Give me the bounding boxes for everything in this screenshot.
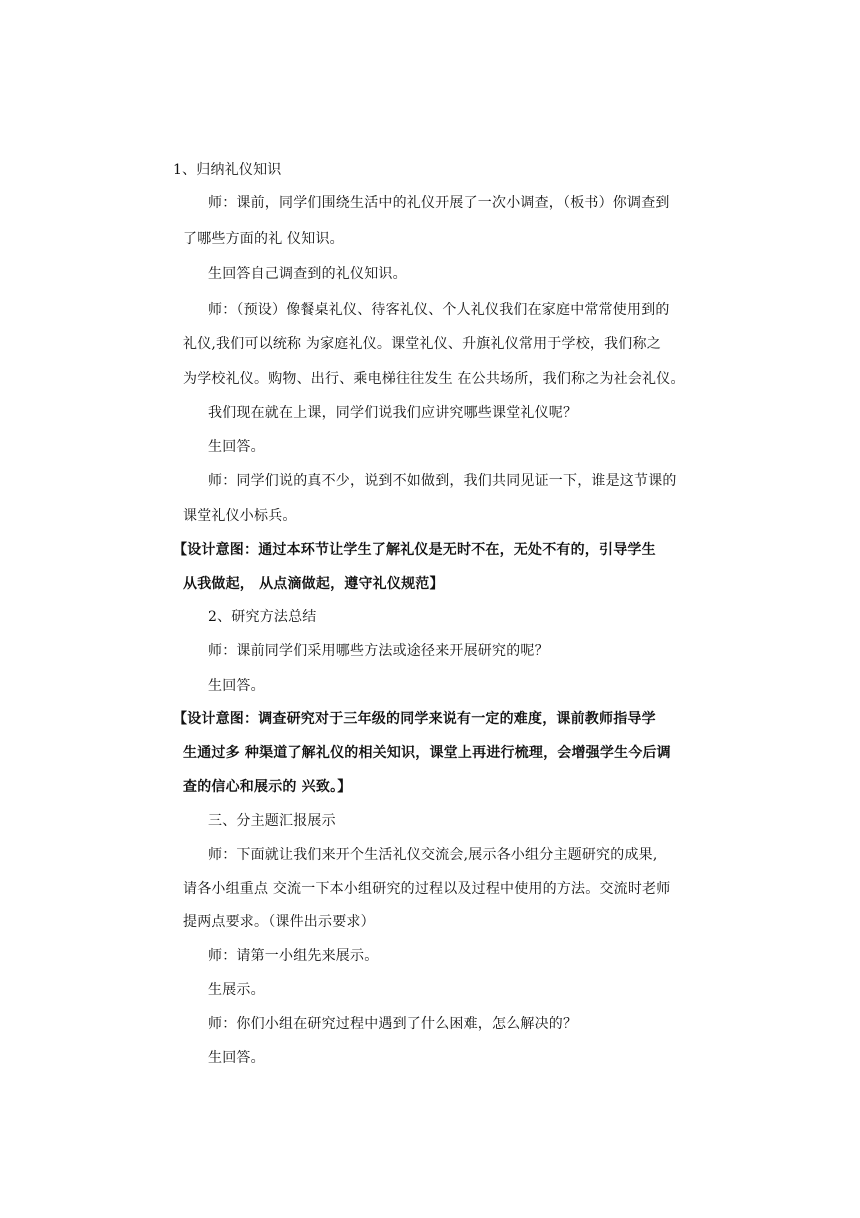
paragraph-line: 提两点要求。（课件出示要求） [183, 914, 375, 930]
design-intent-note: 【设计意图：调查研究对于三年级的同学来说有一定的难度，课前教师指导学 [173, 711, 656, 727]
paragraph-line: 师：下面就让我们来开个生活礼仪交流会,展示各小组分主题研究的成果, [208, 847, 658, 863]
design-intent-note: 查的信心和展示的 兴致。】 [183, 779, 352, 795]
paragraph-line: 生回答。 [208, 439, 265, 455]
paragraph-line: 生展示。 [208, 982, 265, 998]
paragraph-line: 师：（预设）像餐桌礼仪、待客礼仪、个人礼仪我们在家庭中常常使用到的 [208, 302, 670, 318]
paragraph-line: 生回答。 [208, 678, 265, 694]
paragraph-line: 师：你们小组在研究过程中遇到了什么困难，怎么解决的？ [208, 1016, 578, 1032]
paragraph-line: 师：请第一小组先来展示。 [208, 948, 379, 964]
paragraph-line: 课堂礼仪小标兵。 [183, 508, 297, 524]
paragraph-line: 生回答自己调查到的礼仪知识。 [208, 266, 407, 282]
paragraph-line: 师：同学们说的真不少，说到不如做到，我们共同见证一下，谁是这节课的 [208, 473, 677, 489]
paragraph-line: 我们现在就在上课，同学们说我们应讲究哪些课堂礼仪呢？ [208, 405, 578, 421]
heading-research-methods: 2、研究方法总结 [208, 609, 317, 625]
paragraph-line: 师：课前，同学们围绕生活中的礼仪开展了一次小调查，（板书）你调查到 [208, 195, 670, 211]
design-intent-note: 生通过多 种渠道了解礼仪的相关知识，课堂上再进行梳理，会增强学生今后调 [183, 745, 671, 761]
heading-topic-report: 三、分主题汇报展示 [208, 813, 336, 829]
paragraph-line: 请各小组重点 交流一下本小组研究的过程以及过程中使用的方法。交流时老师 [183, 881, 671, 897]
paragraph-line: 为学校礼仪。购物、出行、乘电梯往往发生 在公共场所，我们称之为社会礼仪。 [183, 371, 685, 387]
paragraph-line: 礼仪,我们可以统称 为家庭礼仪。课堂礼仪、升旗礼仪常用于学校，我们称之 [183, 336, 661, 352]
heading-summarize-etiquette: 1、归纳礼仪知识 [173, 162, 282, 178]
paragraph-line: 师：课前同学们采用哪些方法或途径来开展研究的呢？ [208, 643, 549, 659]
design-intent-note: 从我做起， 从点滴做起，遵守礼仪规范】 [183, 576, 444, 592]
design-intent-note: 【设计意图：通过本环节让学生了解礼仪是无时不在，无处不有的，引导学生 [173, 542, 656, 558]
paragraph-line: 了哪些方面的礼 仪知识。 [183, 231, 344, 247]
paragraph-line: 生回答。 [208, 1050, 265, 1066]
